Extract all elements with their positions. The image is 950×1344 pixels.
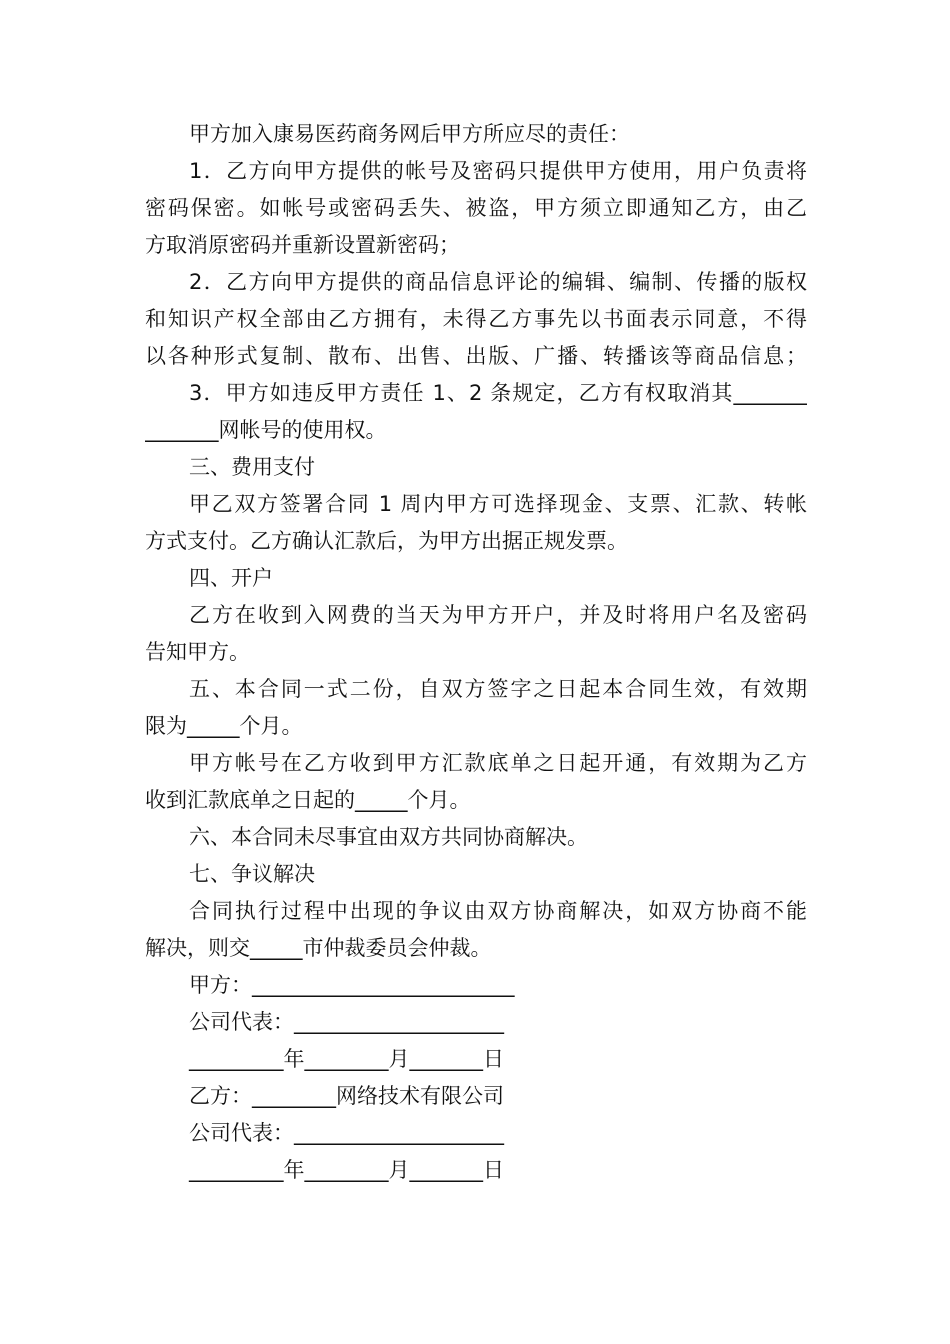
document-line: 甲方帐号在乙方收到甲方汇款底单之日起开通，有效期为乙方 <box>189 751 807 775</box>
document-line: 限为_____个月。 <box>145 714 303 738</box>
document-line: 3．甲方如违反甲方责任 1、2 条规定，乙方有权取消其_______ <box>189 381 807 405</box>
document-line: 六、本合同未尽事宜由双方共同协商解决。 <box>189 825 588 849</box>
document-line: 1．乙方向甲方提供的帐号及密码只提供甲方使用，用户负责将 <box>189 159 807 183</box>
document-line: 和知识产权全部由乙方拥有，未得乙方事先以书面表示同意，不得 <box>145 307 807 331</box>
document-line: 2．乙方向甲方提供的商品信息评论的编辑、编制、传播的版权 <box>189 270 807 294</box>
document-line: _________年________月_______日 <box>189 1158 504 1182</box>
document-line: 告知甲方。 <box>145 640 250 664</box>
document-line: 乙方在收到入网费的当天为甲方开户，并及时将用户名及密码 <box>189 603 807 627</box>
document-line: 公司代表：____________________ <box>189 1121 504 1145</box>
document-line: 甲乙双方签署合同 1 周内甲方可选择现金、支票、汇款、转帐 <box>189 492 807 516</box>
document-line: 甲方：_________________________ <box>189 973 515 997</box>
document-line: 四、开户 <box>189 566 273 590</box>
document-line: 收到汇款底单之日起的_____个月。 <box>145 788 471 812</box>
document-line: 五、本合同一式二份，自双方签字之日起本合同生效，有效期 <box>189 677 807 701</box>
document-line: 合同执行过程中出现的争议由双方协商解决，如双方协商不能 <box>189 899 807 923</box>
document-line: _______网帐号的使用权。 <box>145 418 387 442</box>
document-line: 方取消原密码并重新设置新密码； <box>145 233 460 257</box>
document-line: 乙方：________网络技术有限公司 <box>189 1084 504 1108</box>
document-line: 解决，则交_____市仲裁委员会仲裁。 <box>145 936 492 960</box>
document-line: 方式支付。乙方确认汇款后，为甲方出据正规发票。 <box>145 529 628 553</box>
contract-document <box>145 116 807 1189</box>
document-line: 甲方加入康易医药商务网后甲方所应尽的责任： <box>189 122 630 146</box>
document-line: _________年________月_______日 <box>189 1047 504 1071</box>
document-line: 以各种形式复制、散布、出售、出版、广播、转播该等商品信息； <box>145 344 807 368</box>
document-line: 七、争议解决 <box>189 862 315 886</box>
document-line: 密码保密。如帐号或密码丢失、被盗，甲方须立即通知乙方，由乙 <box>145 196 807 220</box>
document-line: 三、费用支付 <box>189 455 315 479</box>
document-line: 公司代表：____________________ <box>189 1010 504 1034</box>
